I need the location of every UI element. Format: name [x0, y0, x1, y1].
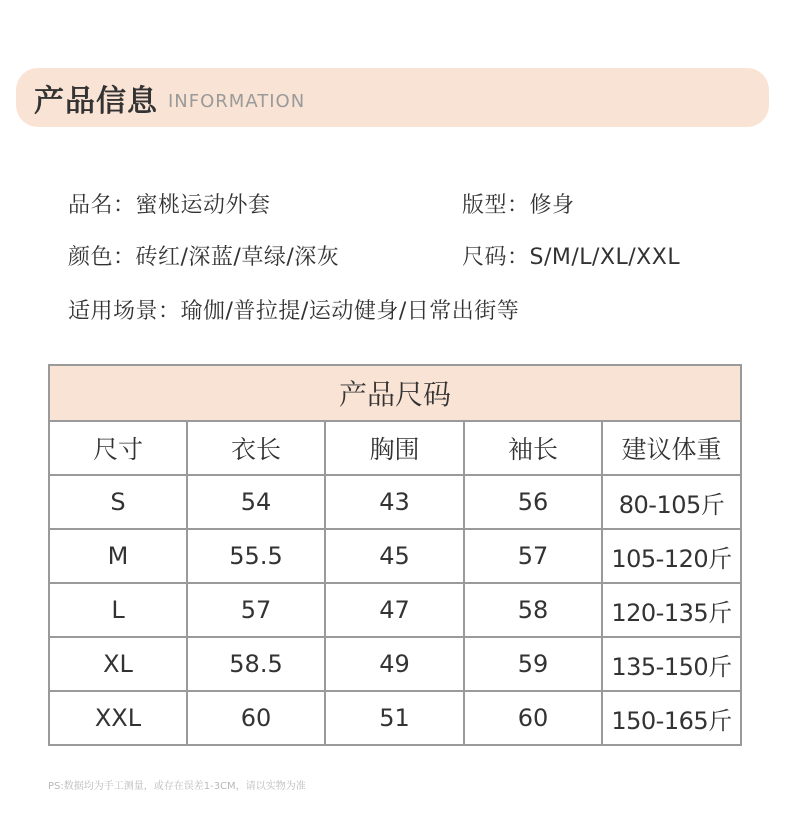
size-table-title: 产品尺码 [49, 365, 741, 421]
product-name: 品名：蜜桃运动外套 [68, 193, 271, 218]
table-row [49, 637, 741, 691]
column-header-weight: 建议体重 [602, 421, 741, 475]
cell-chest: 51 [325, 691, 464, 745]
cell-length: 60 [187, 691, 325, 745]
cell-length: 57 [187, 583, 325, 637]
cell-weight: 135-150斤 [602, 637, 741, 691]
product-sizes: 尺码：S/M/L/XL/XXL [462, 245, 681, 270]
product-fit: 版型：修身 [462, 193, 575, 218]
cell-sleeve: 59 [464, 637, 602, 691]
table-row [49, 583, 741, 637]
cell-weight: 80-105斤 [602, 475, 741, 529]
header-title: 产品信息 [34, 83, 158, 119]
cell-length: 54 [187, 475, 325, 529]
product-colors: 颜色：砖红/深蓝/草绿/深灰 [68, 245, 340, 270]
cell-size: XXL [49, 691, 187, 745]
cell-chest: 45 [325, 529, 464, 583]
cell-sleeve: 60 [464, 691, 602, 745]
cell-size: XL [49, 637, 187, 691]
cell-size: L [49, 583, 187, 637]
cell-chest: 49 [325, 637, 464, 691]
product-scenes: 适用场景：瑜伽/普拉提/运动健身/日常出街等 [68, 299, 520, 324]
cell-weight: 105-120斤 [602, 529, 741, 583]
measurement-footnote: PS:数据均为手工测量，或存在误差1-3CM，请以实物为准 [48, 781, 306, 792]
cell-chest: 43 [325, 475, 464, 529]
cell-sleeve: 58 [464, 583, 602, 637]
header-subtitle: INFORMATION [168, 91, 306, 112]
table-row [49, 529, 741, 583]
column-header-length: 衣长 [187, 421, 325, 475]
cell-sleeve: 56 [464, 475, 602, 529]
cell-size: S [49, 475, 187, 529]
size-table-header-row [49, 421, 741, 475]
column-header-chest: 胸围 [325, 421, 464, 475]
cell-length: 58.5 [187, 637, 325, 691]
info-header-banner [16, 68, 769, 127]
cell-length: 55.5 [187, 529, 325, 583]
table-row [49, 691, 741, 745]
cell-sleeve: 57 [464, 529, 602, 583]
size-table [48, 364, 742, 746]
cell-weight: 150-165斤 [602, 691, 741, 745]
table-row [49, 475, 741, 529]
cell-weight: 120-135斤 [602, 583, 741, 637]
cell-size: M [49, 529, 187, 583]
column-header-size: 尺寸 [49, 421, 187, 475]
cell-chest: 47 [325, 583, 464, 637]
column-header-sleeve: 袖长 [464, 421, 602, 475]
